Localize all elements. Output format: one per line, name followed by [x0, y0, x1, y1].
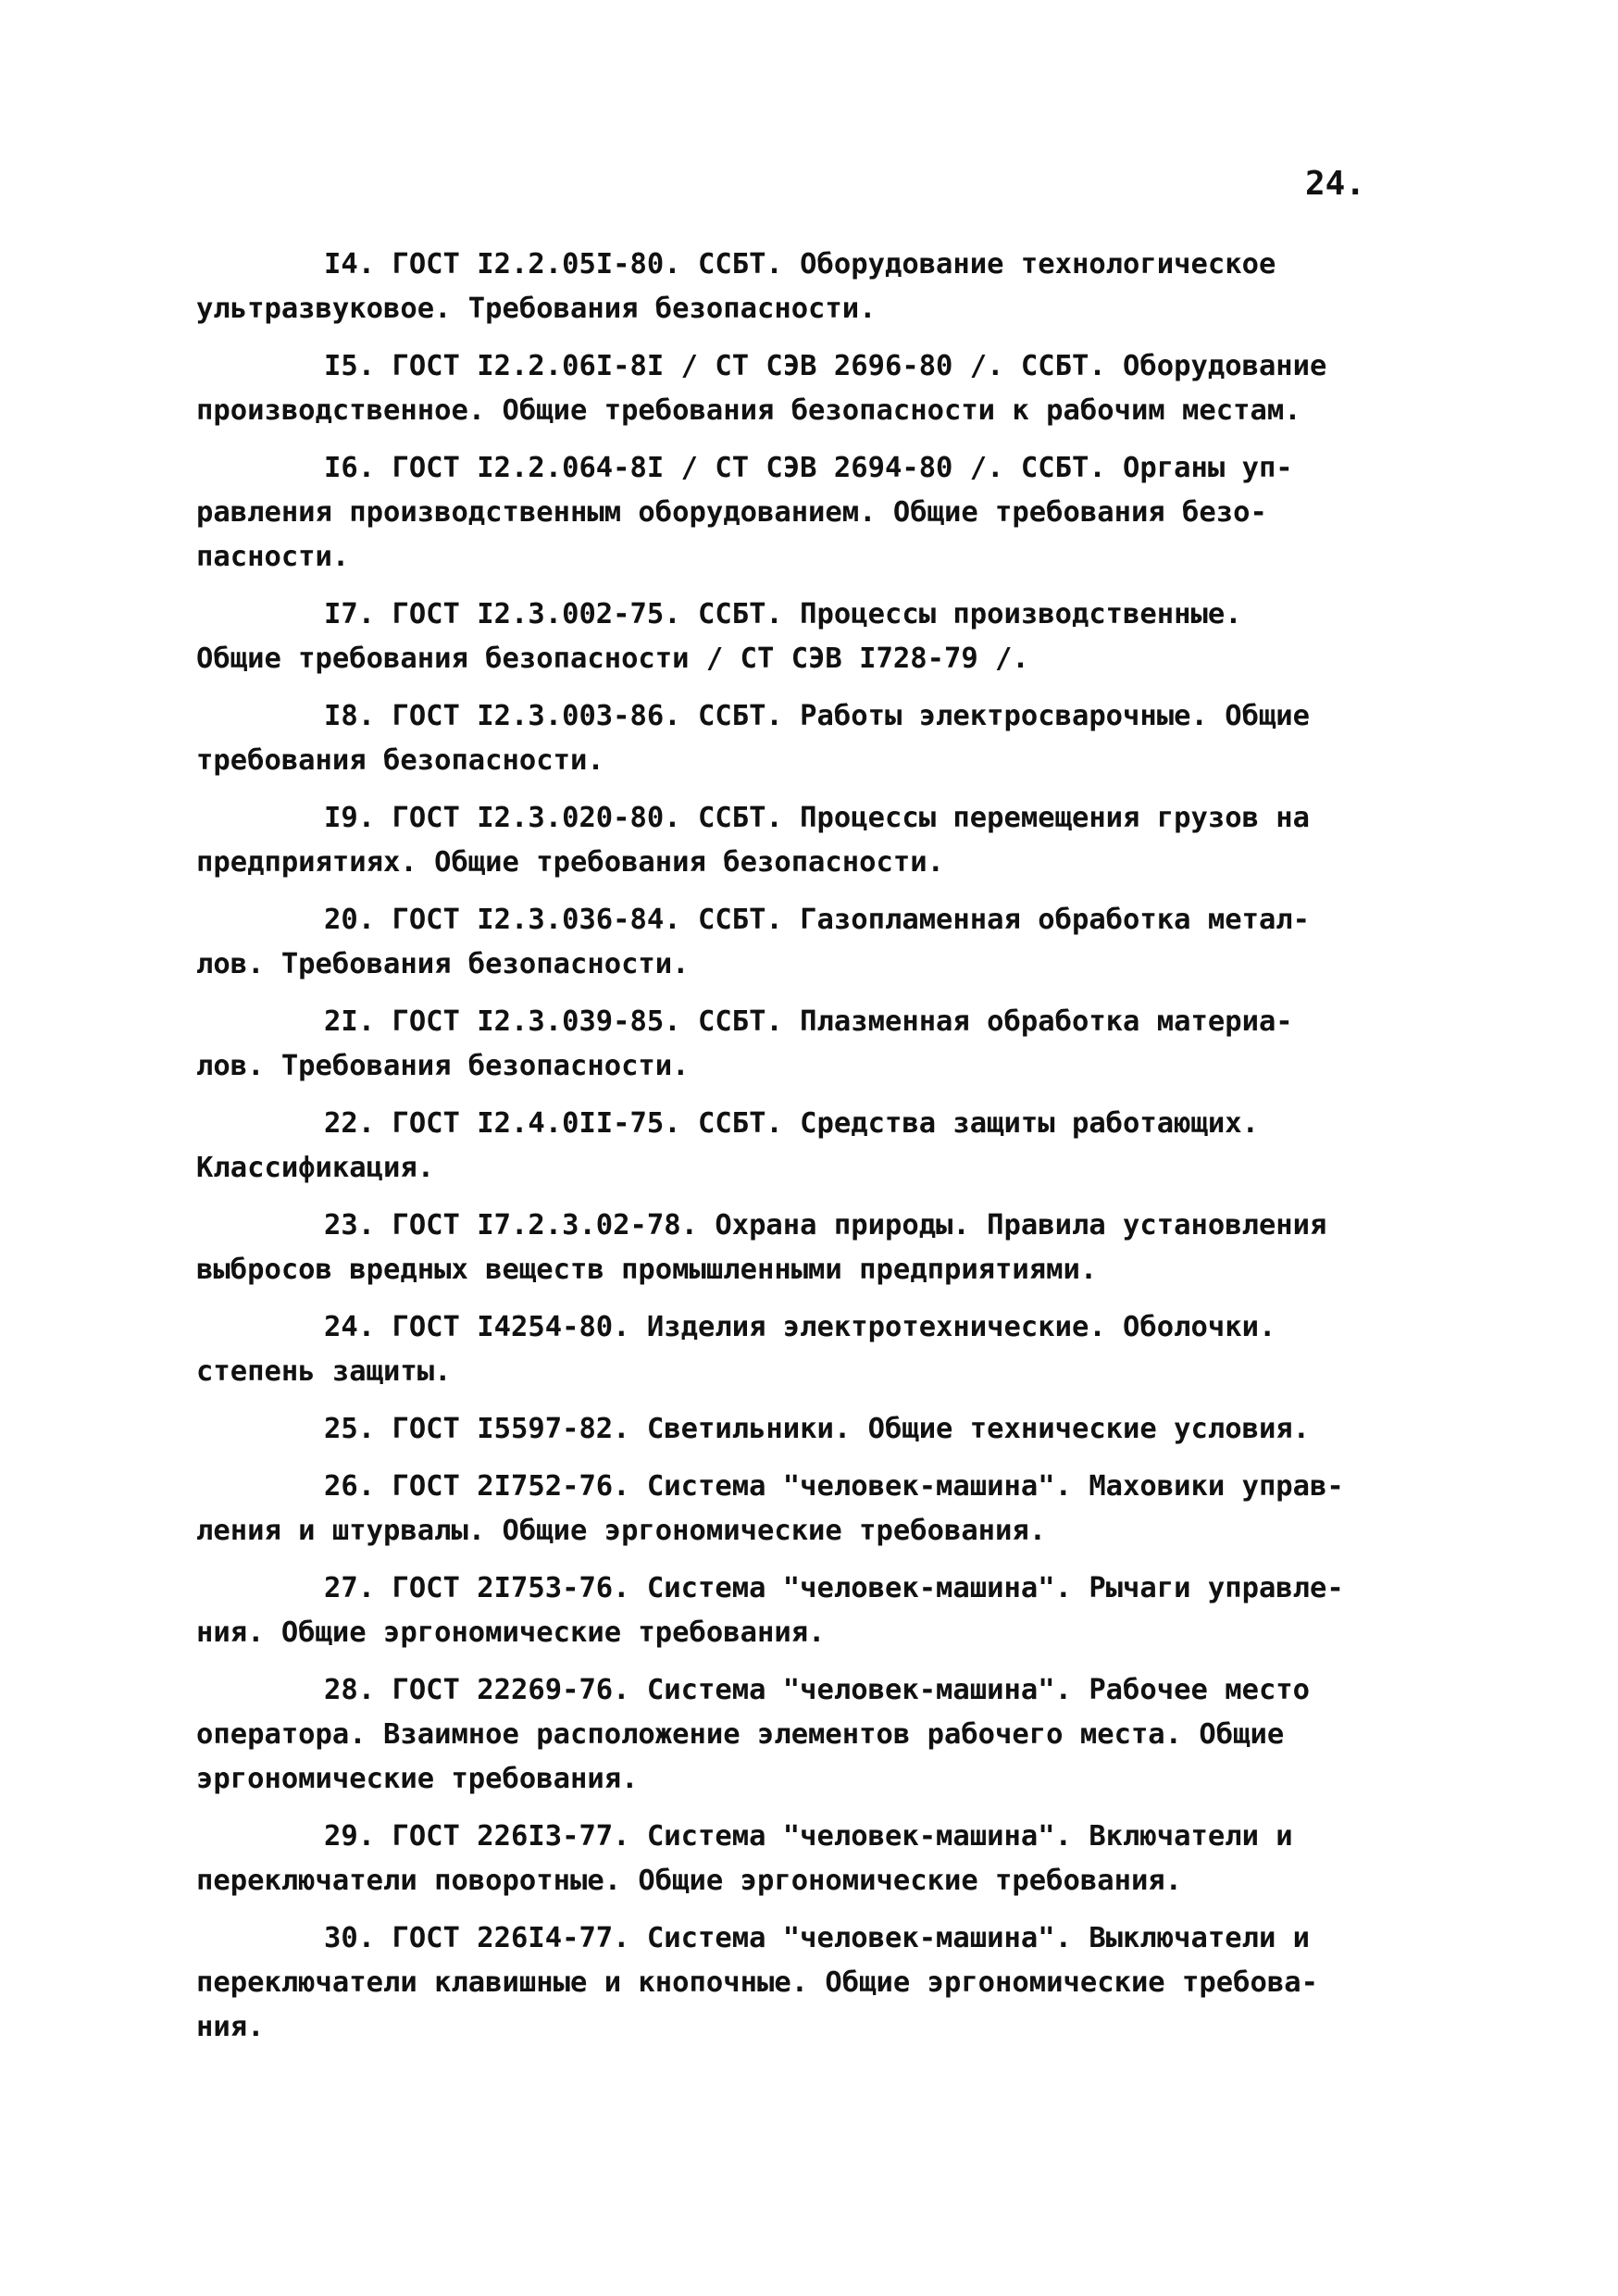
reference-entry-first-line: 20. ГОСТ I2.3.036-84. ССБТ. Газопламенная обработка метал- [324, 904, 1311, 936]
reference-entry-line: ультразвуковое. Требования безопасности. [196, 293, 877, 325]
reference-entry-first-line: 30. ГОСТ 226I4-77. Система "человек-машина". Выключатели и [324, 1922, 1311, 1954]
reference-entry-first-line: 25. ГОСТ I5597-82. Светильники. Общие технические условия. [324, 1413, 1311, 1445]
reference-entry-first-line: 24. ГОСТ I4254-80. Изделия электротехнические. Оболочки. [324, 1311, 1276, 1343]
reference-entry [196, 1102, 1437, 1191]
reference-entry-first-line: 29. ГОСТ 226I3-77. Система "человек-машина". Включатели и [324, 1820, 1293, 1853]
reference-entry [196, 593, 1437, 681]
reference-entry [196, 1668, 1437, 1802]
reference-entry-line: выбросов вредных веществ промышленными предприятиями. [196, 1254, 1098, 1286]
reference-entry-line: предприятиях. Общие требования безопасности. [196, 846, 944, 879]
reference-entry-first-line: 2I. ГОСТ I2.3.039-85. ССБТ. Плазменная обработка материа- [324, 1005, 1293, 1038]
reference-entry-line: переключатели поворотные. Общие эргономические требования. [196, 1865, 1183, 1897]
reference-entry-first-line: 28. ГОСТ 22269-76. Система "человек-машина". Рабочее место [324, 1674, 1311, 1706]
reference-entry [196, 243, 1437, 331]
reference-entry [196, 1815, 1437, 1903]
reference-entry-line: оператора. Взаимное расположение элементов рабочего места. Общие [196, 1718, 1285, 1751]
reference-entry [196, 1204, 1437, 1292]
page-number: 24. [1305, 165, 1366, 203]
reference-entry-first-line: I7. ГОСТ I2.3.002-75. ССБТ. Процессы производственные. [324, 598, 1242, 630]
reference-entry-line: степень защиты. [196, 1355, 452, 1388]
reference-entry-line: лов. Требования безопасности. [196, 948, 690, 980]
reference-entry-line: эргономические требования. [196, 1763, 639, 1795]
reference-entry [196, 1465, 1437, 1554]
reference-entry-first-line: I8. ГОСТ I2.3.003-86. ССБТ. Работы электросварочные. Общие [324, 700, 1311, 732]
reference-entry-first-line: I5. ГОСТ I2.2.06I-8I / СТ СЭВ 2696-80 /. ССБТ. Оборудование [324, 350, 1327, 382]
reference-entry-first-line: 27. ГОСТ 2I753-76. Система "человек-машина". Рычаги управле- [324, 1572, 1344, 1604]
reference-entry-line: равления производственным оборудованием. Общие требования безо- [196, 496, 1267, 529]
reference-entry-line: лов. Требования безопасности. [196, 1050, 690, 1082]
reference-entry-first-line: 22. ГОСТ I2.4.0II-75. ССБТ. Средства защиты работающих. [324, 1107, 1259, 1140]
reference-entry [196, 1000, 1437, 1089]
reference-entry-line: ния. Общие эргономические требования. [196, 1616, 826, 1649]
reference-entry [196, 1305, 1437, 1394]
reference-entry-first-line: I9. ГОСТ I2.3.020-80. ССБТ. Процессы перемещения грузов на [324, 802, 1311, 834]
reference-entry [196, 1566, 1437, 1655]
reference-entry-line: ния. [196, 2011, 265, 2043]
reference-entry-line: пасности. [196, 541, 350, 573]
reference-entry [196, 1407, 1437, 1452]
reference-list [196, 243, 1437, 2063]
reference-entry [196, 446, 1437, 580]
reference-entry [196, 1916, 1437, 2050]
reference-entry-line: требования безопасности. [196, 744, 604, 777]
reference-entry [196, 344, 1437, 433]
reference-entry-first-line: I6. ГОСТ I2.2.064-8I / СТ СЭВ 2694-80 /. ССБТ. Органы уп- [324, 452, 1293, 484]
reference-entry-line: ления и штурвалы. Общие эргономические требования. [196, 1515, 1047, 1547]
reference-entry-line: производственное. Общие требования безопасности к рабочим местам. [196, 394, 1301, 427]
reference-entry-line: Классификация. [196, 1152, 435, 1184]
reference-entry [196, 796, 1437, 885]
reference-entry-first-line: 23. ГОСТ I7.2.3.02-78. Охрана природы. Правила установления [324, 1209, 1327, 1242]
reference-entry-first-line: I4. ГОСТ I2.2.05I-80. ССБТ. Оборудование технологическое [324, 248, 1276, 281]
reference-entry-line: Общие требования безопасности / СТ СЭВ I728-79 /. [196, 643, 1029, 675]
reference-entry [196, 694, 1437, 783]
reference-entry-line: переключатели клавишные и кнопочные. Общие эргономические требова- [196, 1966, 1318, 1999]
reference-entry-first-line: 26. ГОСТ 2I752-76. Система "человек-машина". Маховики управ- [324, 1470, 1344, 1503]
reference-entry [196, 898, 1437, 987]
